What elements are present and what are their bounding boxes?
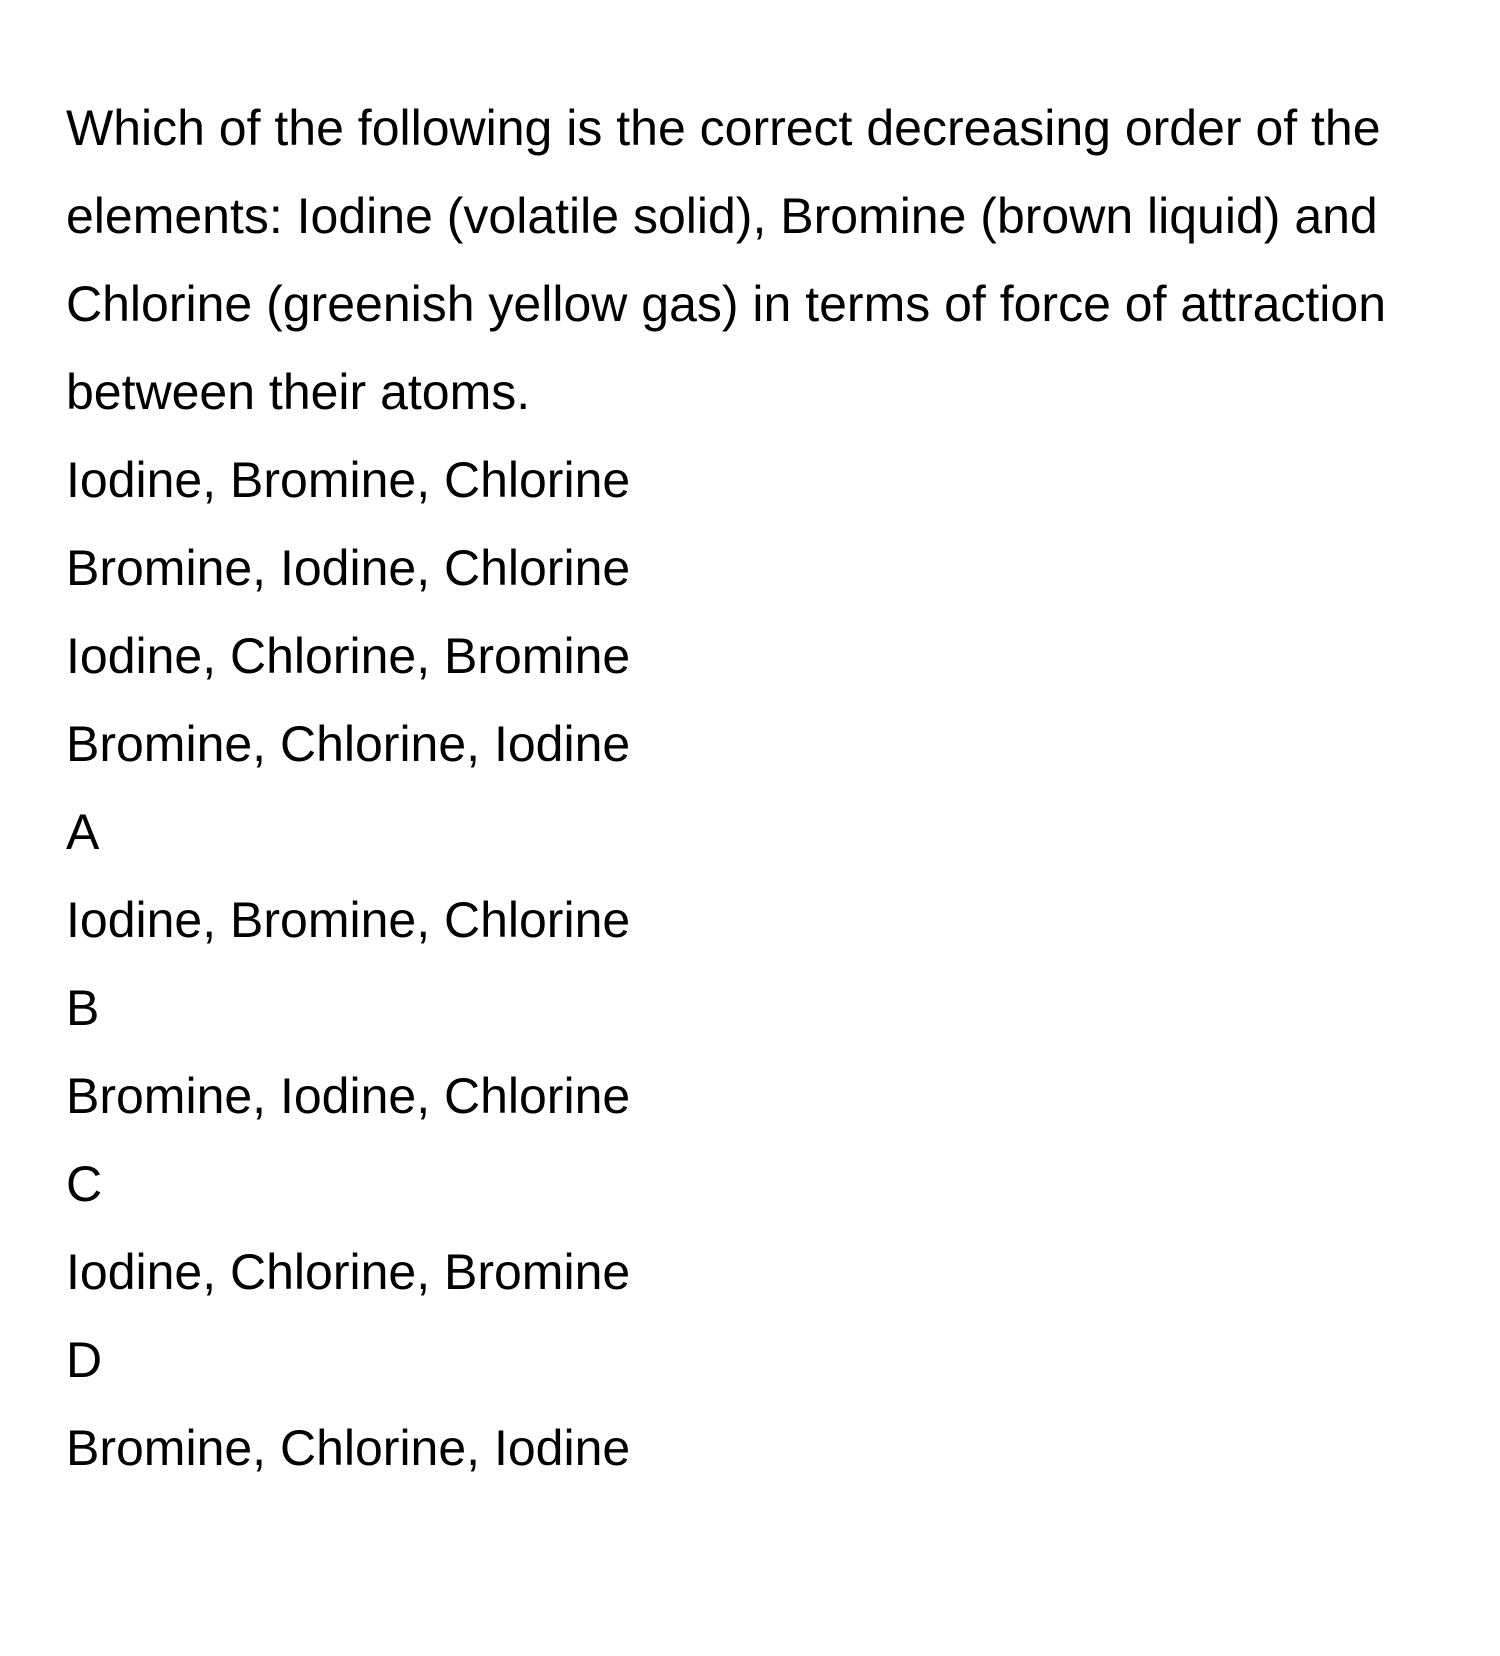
plain-option-3[interactable]: Iodine, Chlorine, Bromine: [66, 628, 631, 684]
plain-option-2[interactable]: Bromine, Iodine, Chlorine: [66, 540, 631, 596]
plain-options-list: [66, 436, 1446, 788]
option-b-letter[interactable]: B: [66, 980, 100, 1036]
option-a-letter[interactable]: A: [66, 804, 100, 860]
option-c-text[interactable]: Iodine, Chlorine, Bromine: [66, 1244, 631, 1300]
option-b-text[interactable]: Bromine, Iodine, Chlorine: [66, 1068, 631, 1124]
option-c-letter[interactable]: C: [66, 1156, 103, 1212]
option-d-text[interactable]: Bromine, Chlorine, Iodine: [66, 1420, 631, 1476]
option-d-letter[interactable]: D: [66, 1332, 103, 1388]
lettered-options-list: [66, 788, 1446, 1492]
option-a-text[interactable]: Iodine, Bromine, Chlorine: [66, 892, 631, 948]
plain-option-1[interactable]: Iodine, Bromine, Chlorine: [66, 452, 631, 508]
question-text: Which of the following is the correct decreasing order of the elements: Iodine (volatile solid), Bromine (brown liquid) and Chlorine (greenish yellow gas) in terms of force of attraction between their atoms.: [66, 100, 1387, 420]
plain-option-4[interactable]: Bromine, Chlorine, Iodine: [66, 716, 631, 772]
question-document: [66, 84, 1446, 1492]
